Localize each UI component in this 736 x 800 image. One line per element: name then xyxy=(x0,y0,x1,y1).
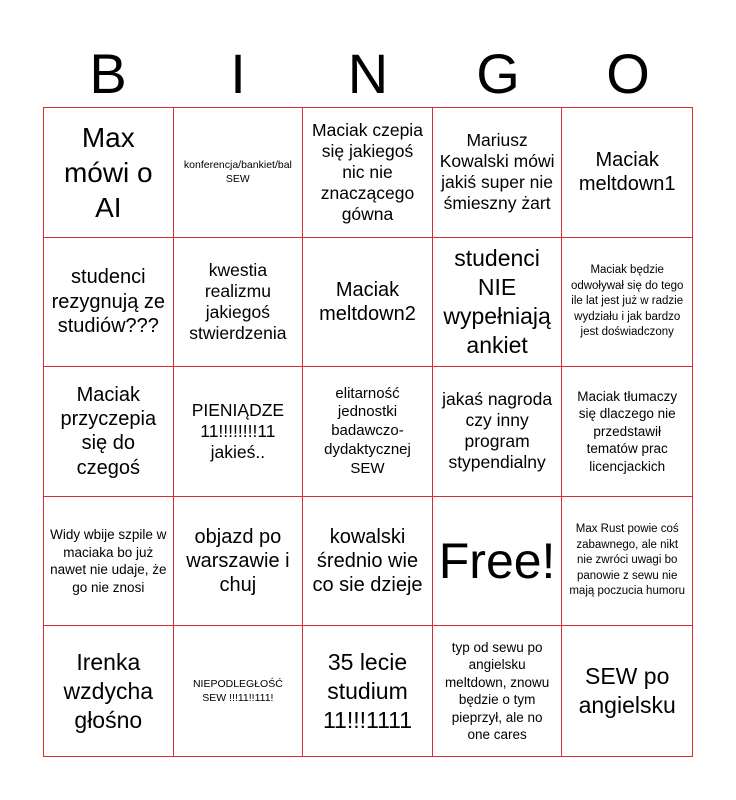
bingo-cell-r2c1[interactable]: studenci rezygnują ze studiów??? xyxy=(44,238,174,368)
bingo-grid xyxy=(43,107,693,757)
bingo-cell-r4c1[interactable]: Widy wbije szpile w maciaka bo już nawet nie udaje, że go nie znosi xyxy=(44,497,174,627)
bingo-header xyxy=(43,42,693,106)
bingo-cell-r3c1[interactable]: Maciak przyczepia się do czegoś xyxy=(44,367,174,497)
bingo-cell-r1c5[interactable]: Maciak meltdown1 xyxy=(562,108,692,238)
bingo-cell-r5c3[interactable]: 35 lecie studium 11!!!1111 xyxy=(303,626,433,756)
bingo-cell-r4c2[interactable]: objazd po warszawie i chuj xyxy=(174,497,304,627)
bingo-cell-r5c4[interactable]: typ od sewu po angielsku meltdown, znowu będzie o tym pieprzył, ale no one cares xyxy=(433,626,563,756)
bingo-cell-free[interactable]: Free! xyxy=(433,497,563,627)
header-letter-o: O xyxy=(606,42,650,105)
header-letter-i: I xyxy=(230,42,246,105)
bingo-cell-r2c2[interactable]: kwestia realizmu jakiegoś stwierdzenia xyxy=(174,238,304,368)
bingo-cell-r4c3[interactable]: kowalski średnio wie co sie dzieje xyxy=(303,497,433,627)
bingo-cell-r1c4[interactable]: Mariusz Kowalski mówi jakiś super nie śmieszny żart xyxy=(433,108,563,238)
bingo-cell-r1c2[interactable]: konferencja/bankiet/bal SEW xyxy=(174,108,304,238)
bingo-cell-r5c2[interactable]: NIEPODLEGŁOŚĆ SEW !!!11!!111! xyxy=(174,626,304,756)
bingo-cell-r3c5[interactable]: Maciak tłumaczy się dlaczego nie przedstawił tematów prac licencjackich xyxy=(562,367,692,497)
bingo-cell-r1c1[interactable]: Max mówi o AI xyxy=(44,108,174,238)
bingo-cell-r2c5[interactable]: Maciak będzie odwoływał się do tego ile lat jest już w radzie wydziału i jak bardzo jest doświadczony xyxy=(562,238,692,368)
header-letter-b: B xyxy=(89,42,127,105)
bingo-cell-r2c3[interactable]: Maciak meltdown2 xyxy=(303,238,433,368)
header-letter-g: G xyxy=(476,42,520,105)
bingo-cell-r4c5[interactable]: Max Rust powie coś zabawnego, ale nikt nie zwróci uwagi bo panowie z sewu nie mają poczucia humoru xyxy=(562,497,692,627)
bingo-cell-r3c2[interactable]: PIENIĄDZE 11!!!!!!!!11 jakieś.. xyxy=(174,367,304,497)
bingo-cell-r5c5[interactable]: SEW po angielsku xyxy=(578,663,676,719)
bingo-cell-r3c4[interactable]: jakaś nagroda czy inny program stypendialny xyxy=(433,367,563,497)
bingo-cell-r2c4[interactable]: studenci NIE wypełniają ankiet xyxy=(433,238,563,368)
bingo-cell-r3c3[interactable]: elitarność jednostki badawczo-dydaktycznej SEW xyxy=(303,367,433,497)
header-letter-n: N xyxy=(347,42,389,105)
bingo-cell-r1c3[interactable]: Maciak czepia się jakiegoś nic nie znaczącego gówna xyxy=(303,108,433,238)
bingo-cell-r5c1[interactable]: Irenka wzdycha głośno xyxy=(44,626,174,756)
